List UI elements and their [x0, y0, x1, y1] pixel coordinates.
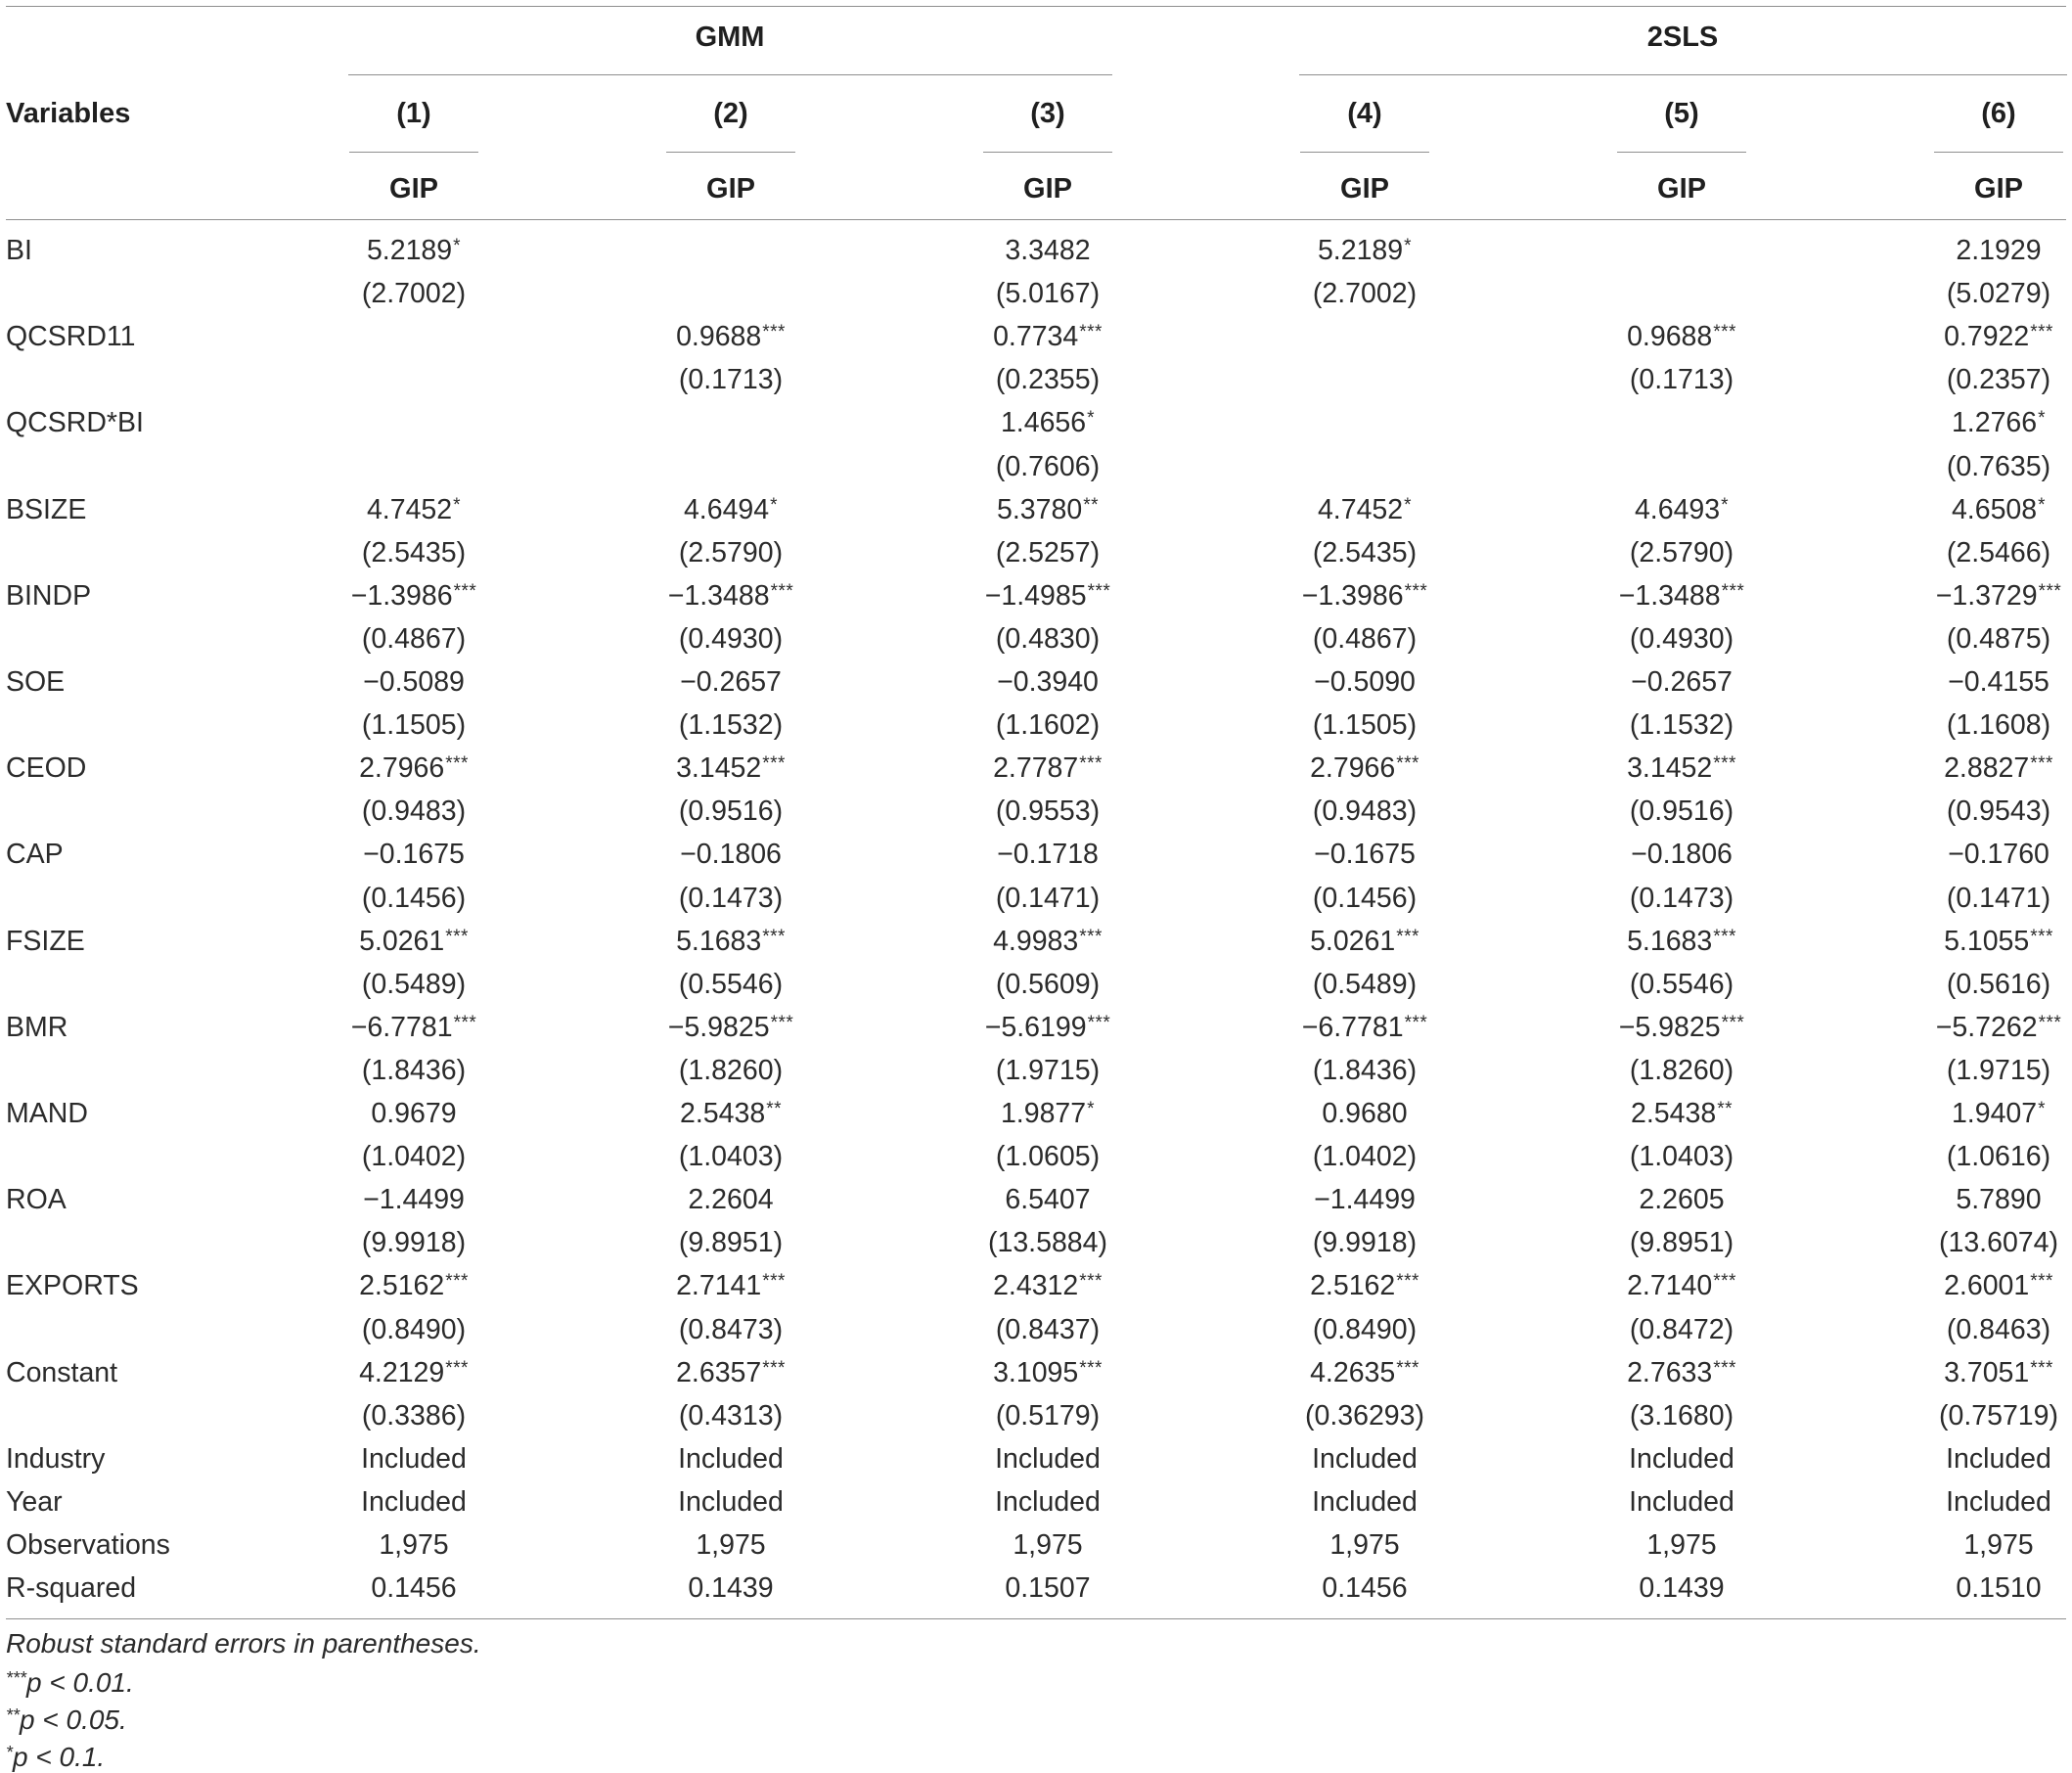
table-cell: 0.1510	[1956, 1572, 2042, 1605]
table-cell: Included	[1946, 1442, 2051, 1475]
row-label: Year	[6, 1485, 63, 1518]
significance-stars: *	[1087, 408, 1096, 430]
group-header-2sls: 2SLS	[1646, 22, 1719, 53]
table-cell: −0.1806	[680, 839, 782, 871]
table-cell: (1.1532)	[1629, 709, 1734, 742]
table-cell: (0.8472)	[1629, 1313, 1734, 1345]
table-cell: (0.9483)	[361, 796, 467, 828]
significance-stars: ***	[1404, 1012, 1428, 1033]
note-p001	[6, 1667, 134, 1699]
table-cell: (0.9483)	[1312, 796, 1418, 828]
table-cell: −0.1675	[1314, 839, 1416, 871]
significance-stars: ***	[2038, 1012, 2062, 1033]
table-cell: (2.5435)	[1312, 536, 1418, 568]
table-cell: (2.7002)	[361, 278, 467, 310]
2sls-span-rule	[1299, 74, 2067, 75]
table-cell: 2.6001***	[1944, 1270, 2053, 1302]
significance-stars: *	[1721, 494, 1730, 516]
table-cell: (0.8490)	[361, 1313, 467, 1345]
table-cell: (0.1713)	[1629, 364, 1734, 396]
significance-stars: ***	[1721, 580, 1745, 602]
table-cell: (0.4867)	[361, 622, 467, 655]
table-cell: (2.7002)	[1312, 278, 1418, 310]
row-label: QCSRD*BI	[6, 407, 144, 439]
table-cell: (1.0402)	[1312, 1141, 1418, 1173]
table-cell: Included	[361, 1485, 467, 1518]
table-cell: 5.7890	[1956, 1184, 2042, 1216]
table-cell: −1.4499	[1314, 1184, 1416, 1216]
column-number-6: (6)	[1981, 98, 2016, 129]
table-cell: (9.9918)	[1312, 1227, 1418, 1259]
significance-stars: ***	[1079, 753, 1103, 775]
table-cell: (0.9543)	[1946, 796, 2051, 828]
note-p01-marker: *	[6, 1743, 14, 1762]
table-cell: (2.5435)	[361, 536, 467, 568]
table-cell: 2.7966***	[1310, 752, 1419, 785]
note-p005	[6, 1705, 127, 1736]
table-cell: −0.1675	[363, 839, 465, 871]
table-cell: (0.9553)	[995, 796, 1101, 828]
significance-stars: **	[1717, 1099, 1733, 1119]
table-cell: 0.1456	[371, 1572, 457, 1605]
significance-stars: *	[2038, 494, 2047, 516]
significance-stars: ***	[1713, 1271, 1736, 1293]
table-cell: Included	[1629, 1485, 1734, 1518]
table-cell: (0.5546)	[1629, 968, 1734, 1000]
significance-stars: ***	[1079, 926, 1103, 947]
note-p01-text: p < 0.1.	[13, 1742, 106, 1772]
table-cell: (0.4930)	[678, 622, 784, 655]
significance-stars: ***	[1396, 753, 1419, 775]
table-cell: 3.3482	[1005, 235, 1091, 266]
table-cell: 2.5438**	[680, 1098, 782, 1129]
significance-stars: ***	[2030, 926, 2053, 947]
table-cell: (0.5546)	[678, 968, 784, 1000]
note-p001-text: p < 0.01.	[26, 1667, 134, 1698]
table-cell: 1.2766*	[1951, 407, 2047, 439]
table-cell: (0.36293)	[1304, 1399, 1425, 1432]
significance-stars: *	[1404, 236, 1413, 256]
table-cell: (0.8463)	[1946, 1313, 2051, 1345]
table-cell: −1.4985***	[984, 579, 1111, 612]
table-cell: (0.1713)	[678, 364, 784, 396]
table-cell: 2.5162***	[1310, 1270, 1419, 1302]
table-cell: 5.0261***	[1310, 925, 1419, 957]
significance-stars: ***	[2030, 1357, 2053, 1379]
table-cell: (0.4867)	[1312, 622, 1418, 655]
significance-stars: *	[1404, 494, 1413, 516]
dependent-variable-label: GIP	[1023, 173, 1072, 205]
column-number-rule	[983, 152, 1112, 153]
table-cell: 2.1929	[1956, 235, 2042, 266]
significance-stars: ***	[453, 1012, 477, 1033]
significance-stars: ***	[1713, 926, 1736, 947]
table-cell: Included	[1946, 1485, 2051, 1518]
table-cell: 1,975	[379, 1529, 449, 1561]
significance-stars: ***	[1721, 1012, 1745, 1033]
table-cell: 2.6357***	[676, 1356, 786, 1388]
row-label: SOE	[6, 666, 66, 698]
table-cell: 1.4656*	[1000, 407, 1096, 439]
table-cell: (2.5257)	[995, 536, 1101, 568]
table-cell: 2.2604	[688, 1184, 774, 1216]
table-cell: (0.4875)	[1946, 622, 2051, 655]
table-cell: 0.1507	[1005, 1572, 1091, 1605]
significance-stars: ***	[1713, 1357, 1736, 1379]
table-cell: −0.4155	[1948, 666, 2049, 698]
table-cell: (1.0616)	[1946, 1141, 2051, 1173]
table-cell: (1.8436)	[361, 1054, 467, 1086]
table-cell: 2.7787***	[993, 752, 1103, 785]
table-cell: (0.5179)	[995, 1399, 1101, 1432]
table-cell: (5.0167)	[995, 278, 1101, 310]
note-robust: Robust standard errors in parentheses.	[6, 1628, 481, 1659]
table-cell: −0.2657	[1631, 666, 1733, 698]
significance-stars: *	[2038, 408, 2047, 430]
table-cell: 0.1456	[1322, 1572, 1408, 1605]
significance-stars: ***	[445, 1271, 469, 1293]
table-cell: (1.1608)	[1946, 709, 2051, 742]
table-cell: Included	[1312, 1442, 1418, 1475]
significance-stars: ***	[1087, 580, 1111, 602]
table-cell: 5.1683***	[676, 925, 786, 957]
table-cell: (0.8490)	[1312, 1313, 1418, 1345]
significance-stars: ***	[1079, 1357, 1103, 1379]
row-label: BMR	[6, 1011, 68, 1043]
table-cell: 2.7966***	[359, 752, 469, 785]
significance-stars: ***	[1713, 322, 1736, 343]
table-cell: −1.3729***	[1935, 579, 2062, 612]
table-cell: 2.4312***	[993, 1270, 1103, 1302]
column-number-rule	[349, 152, 478, 153]
table-cell: 5.1055***	[1944, 925, 2053, 957]
table-cell: −1.3488***	[667, 579, 794, 612]
table-cell: 1.9877*	[1000, 1098, 1096, 1129]
significance-stars: **	[1083, 494, 1099, 516]
table-cell: 5.3780**	[997, 493, 1099, 525]
column-number-rule	[1300, 152, 1429, 153]
table-cell: (0.8437)	[995, 1313, 1101, 1345]
significance-stars: ***	[762, 322, 786, 343]
significance-stars: ***	[770, 1012, 794, 1033]
table-cell: (2.5790)	[1629, 536, 1734, 568]
table-cell: −1.3986***	[1301, 579, 1428, 612]
significance-stars: *	[1087, 1099, 1096, 1119]
table-cell: (1.1602)	[995, 709, 1101, 742]
significance-stars: ***	[1396, 926, 1419, 947]
table-cell: (0.2355)	[995, 364, 1101, 396]
table-cell: 2.5438**	[1631, 1098, 1733, 1129]
table-cell: (3.1680)	[1629, 1399, 1734, 1432]
significance-stars: ***	[770, 580, 794, 602]
table-cell: (1.0403)	[678, 1141, 784, 1173]
table-cell: (0.4930)	[1629, 622, 1734, 655]
table-cell: (0.4830)	[995, 622, 1101, 655]
table-cell: (13.6074)	[1938, 1227, 2059, 1259]
table-cell: 1,975	[1013, 1529, 1083, 1561]
significance-stars: ***	[453, 580, 477, 602]
table-cell: Included	[361, 1442, 467, 1475]
table-cell: 4.6494*	[683, 493, 779, 525]
significance-stars: ***	[1396, 1271, 1419, 1293]
table-cell: (1.0605)	[995, 1141, 1101, 1173]
table-cell: (0.5489)	[361, 968, 467, 1000]
table-cell: 4.2129***	[359, 1356, 469, 1388]
table-cell: (1.8260)	[1629, 1054, 1734, 1086]
table-cell: (1.0403)	[1629, 1141, 1734, 1173]
row-label: ROA	[6, 1184, 67, 1216]
table-cell: 2.7141***	[676, 1270, 786, 1302]
column-number-2: (2)	[713, 98, 748, 129]
table-cell: (0.7635)	[1946, 450, 2051, 482]
row-label: Industry	[6, 1442, 106, 1475]
row-label: EXPORTS	[6, 1270, 139, 1302]
variables-header: Variables	[6, 98, 131, 129]
table-cell: 2.7140***	[1627, 1270, 1736, 1302]
table-cell: Included	[995, 1442, 1101, 1475]
row-label: BINDP	[6, 579, 92, 612]
gmm-span-rule	[348, 74, 1112, 75]
table-cell: (0.1456)	[361, 882, 467, 914]
column-number-4: (4)	[1347, 98, 1382, 129]
column-number-1: (1)	[396, 98, 431, 129]
table-cell: (0.5609)	[995, 968, 1101, 1000]
significance-stars: *	[453, 236, 462, 256]
table-cell: −0.1718	[997, 839, 1099, 871]
row-label: FSIZE	[6, 925, 85, 957]
significance-stars: ***	[445, 926, 469, 947]
table-cell: 0.1439	[1639, 1572, 1725, 1605]
table-cell: −1.4499	[363, 1184, 465, 1216]
table-cell: (0.1473)	[678, 882, 784, 914]
table-cell: 3.7051***	[1944, 1356, 2053, 1388]
table-cell: 0.9688***	[676, 321, 786, 353]
table-cell: (1.1505)	[1312, 709, 1418, 742]
table-cell: Included	[678, 1485, 784, 1518]
table-cell: −0.2657	[680, 666, 782, 698]
row-label: CEOD	[6, 752, 87, 785]
table-cell: 1.9407*	[1951, 1098, 2047, 1129]
table-cell: Included	[1629, 1442, 1734, 1475]
note-p005-text: p < 0.05.	[20, 1705, 127, 1735]
table-cell: 5.2189*	[366, 235, 462, 266]
table-cell: 3.1095***	[993, 1356, 1103, 1388]
table-cell: 4.6493*	[1634, 493, 1730, 525]
table-cell: (0.7606)	[995, 450, 1101, 482]
note-p01	[6, 1742, 105, 1773]
table-cell: (9.9918)	[361, 1227, 467, 1259]
table-cell: 3.1452***	[676, 752, 786, 785]
table-cell: (1.0402)	[361, 1141, 467, 1173]
significance-stars: ***	[762, 1357, 786, 1379]
table-header-rule	[6, 219, 2066, 220]
table-cell: (13.5884)	[987, 1227, 1108, 1259]
table-cell: (2.5790)	[678, 536, 784, 568]
row-label: Observations	[6, 1529, 170, 1561]
significance-stars: ***	[2030, 322, 2053, 343]
row-label: CAP	[6, 839, 64, 871]
table-cell: (0.9516)	[678, 796, 784, 828]
table-cell: −6.7781***	[1301, 1011, 1428, 1043]
table-cell: 1,975	[1329, 1529, 1400, 1561]
table-cell: (0.8473)	[678, 1313, 784, 1345]
table-top-rule	[6, 6, 2066, 7]
significance-stars: ***	[1079, 322, 1103, 343]
table-cell: −1.3986***	[350, 579, 477, 612]
significance-stars: *	[770, 494, 779, 516]
table-cell: 0.7734***	[993, 321, 1103, 353]
table-cell: (5.0279)	[1946, 278, 2051, 310]
dependent-variable-label: GIP	[389, 173, 438, 205]
table-cell: 5.0261***	[359, 925, 469, 957]
table-cell: Included	[995, 1485, 1101, 1518]
dependent-variable-label: GIP	[706, 173, 755, 205]
row-label: R-squared	[6, 1572, 137, 1605]
significance-stars: ***	[1087, 1012, 1111, 1033]
table-cell: −1.3488***	[1618, 579, 1745, 612]
table-cell: (1.8260)	[678, 1054, 784, 1086]
table-cell: −0.1806	[1631, 839, 1733, 871]
dependent-variable-label: GIP	[1974, 173, 2023, 205]
column-number-3: (3)	[1030, 98, 1065, 129]
table-cell: −0.1760	[1948, 839, 2049, 871]
table-cell: 0.9688***	[1627, 321, 1736, 353]
table-cell: 1,975	[1963, 1529, 2034, 1561]
table-cell: (0.3386)	[361, 1399, 467, 1432]
table-cell: (0.1471)	[1946, 882, 2051, 914]
table-cell: (9.8951)	[678, 1227, 784, 1259]
dependent-variable-label: GIP	[1657, 173, 1706, 205]
significance-stars: ***	[1404, 580, 1428, 602]
table-cell: 1,975	[1646, 1529, 1717, 1561]
significance-stars: ***	[1079, 1271, 1103, 1293]
table-cell: (0.5616)	[1946, 968, 2051, 1000]
table-cell: 4.9983***	[993, 925, 1103, 957]
significance-stars: ***	[2038, 580, 2062, 602]
significance-stars: ***	[1396, 1357, 1419, 1379]
table-cell: (0.5489)	[1312, 968, 1418, 1000]
significance-stars: ***	[762, 1271, 786, 1293]
column-number-5: (5)	[1664, 98, 1699, 129]
table-cell: Included	[1312, 1485, 1418, 1518]
table-cell: −5.6199***	[984, 1011, 1111, 1043]
significance-stars: ***	[445, 1357, 469, 1379]
row-label: BI	[6, 235, 32, 266]
significance-stars: ***	[762, 753, 786, 775]
significance-stars: ***	[2030, 1271, 2053, 1293]
table-cell: 2.7633***	[1627, 1356, 1736, 1388]
table-cell: 2.8827***	[1944, 752, 2053, 785]
table-cell: (0.1473)	[1629, 882, 1734, 914]
table-cell: 0.1439	[688, 1572, 774, 1605]
table-cell: (0.1456)	[1312, 882, 1418, 914]
significance-stars: **	[766, 1099, 782, 1119]
significance-stars: ***	[762, 926, 786, 947]
table-cell: (0.2357)	[1946, 364, 2051, 396]
table-cell: 5.2189*	[1317, 235, 1413, 266]
table-cell: 0.9679	[371, 1098, 457, 1129]
table-cell: (1.8436)	[1312, 1054, 1418, 1086]
table-cell: 4.7452*	[366, 493, 462, 525]
table-cell: 1,975	[696, 1529, 766, 1561]
table-cell: −0.5089	[363, 666, 465, 698]
table-cell: −5.7262***	[1935, 1011, 2062, 1043]
table-cell: (1.9715)	[1946, 1054, 2051, 1086]
table-cell: (1.1532)	[678, 709, 784, 742]
significance-stars: *	[2038, 1099, 2047, 1119]
table-cell: 6.5407	[1005, 1184, 1091, 1216]
note-p005-marker: **	[6, 1705, 21, 1725]
dependent-variable-label: GIP	[1340, 173, 1389, 205]
table-cell: −5.9825***	[667, 1011, 794, 1043]
row-label: MAND	[6, 1098, 88, 1129]
table-cell: −5.9825***	[1618, 1011, 1745, 1043]
note-p001-marker: ***	[6, 1668, 27, 1688]
table-cell: 0.9680	[1322, 1098, 1408, 1129]
table-cell: −0.3940	[997, 666, 1099, 698]
table-cell: (0.75719)	[1938, 1399, 2059, 1432]
table-cell: (1.1505)	[361, 709, 467, 742]
table-cell: (2.5466)	[1946, 536, 2051, 568]
table-cell: 4.7452*	[1317, 493, 1413, 525]
table-cell: 2.2605	[1639, 1184, 1725, 1216]
table-cell: 4.2635***	[1310, 1356, 1419, 1388]
table-cell: 5.1683***	[1627, 925, 1736, 957]
significance-stars: *	[453, 494, 462, 516]
row-label: BSIZE	[6, 493, 87, 525]
row-label: QCSRD11	[6, 321, 136, 353]
table-cell: (9.8951)	[1629, 1227, 1734, 1259]
significance-stars: ***	[445, 753, 469, 775]
table-cell: −0.5090	[1314, 666, 1416, 698]
table-cell: (0.4313)	[678, 1399, 784, 1432]
significance-stars: ***	[2030, 753, 2053, 775]
table-cell: 4.6508*	[1951, 493, 2047, 525]
row-label: Constant	[6, 1356, 118, 1388]
table-cell: 3.1452***	[1627, 752, 1736, 785]
table-cell: (0.9516)	[1629, 796, 1734, 828]
column-number-rule	[1934, 152, 2063, 153]
group-header-gmm: GMM	[695, 22, 765, 53]
column-number-rule	[666, 152, 795, 153]
table-cell: 2.5162***	[359, 1270, 469, 1302]
table-cell: (0.1471)	[995, 882, 1101, 914]
table-cell: −6.7781***	[350, 1011, 477, 1043]
table-cell: Included	[678, 1442, 784, 1475]
table-bottom-rule	[6, 1618, 2066, 1619]
column-number-rule	[1617, 152, 1746, 153]
table-cell: (1.9715)	[995, 1054, 1101, 1086]
significance-stars: ***	[1713, 753, 1736, 775]
table-cell: 0.7922***	[1944, 321, 2053, 353]
